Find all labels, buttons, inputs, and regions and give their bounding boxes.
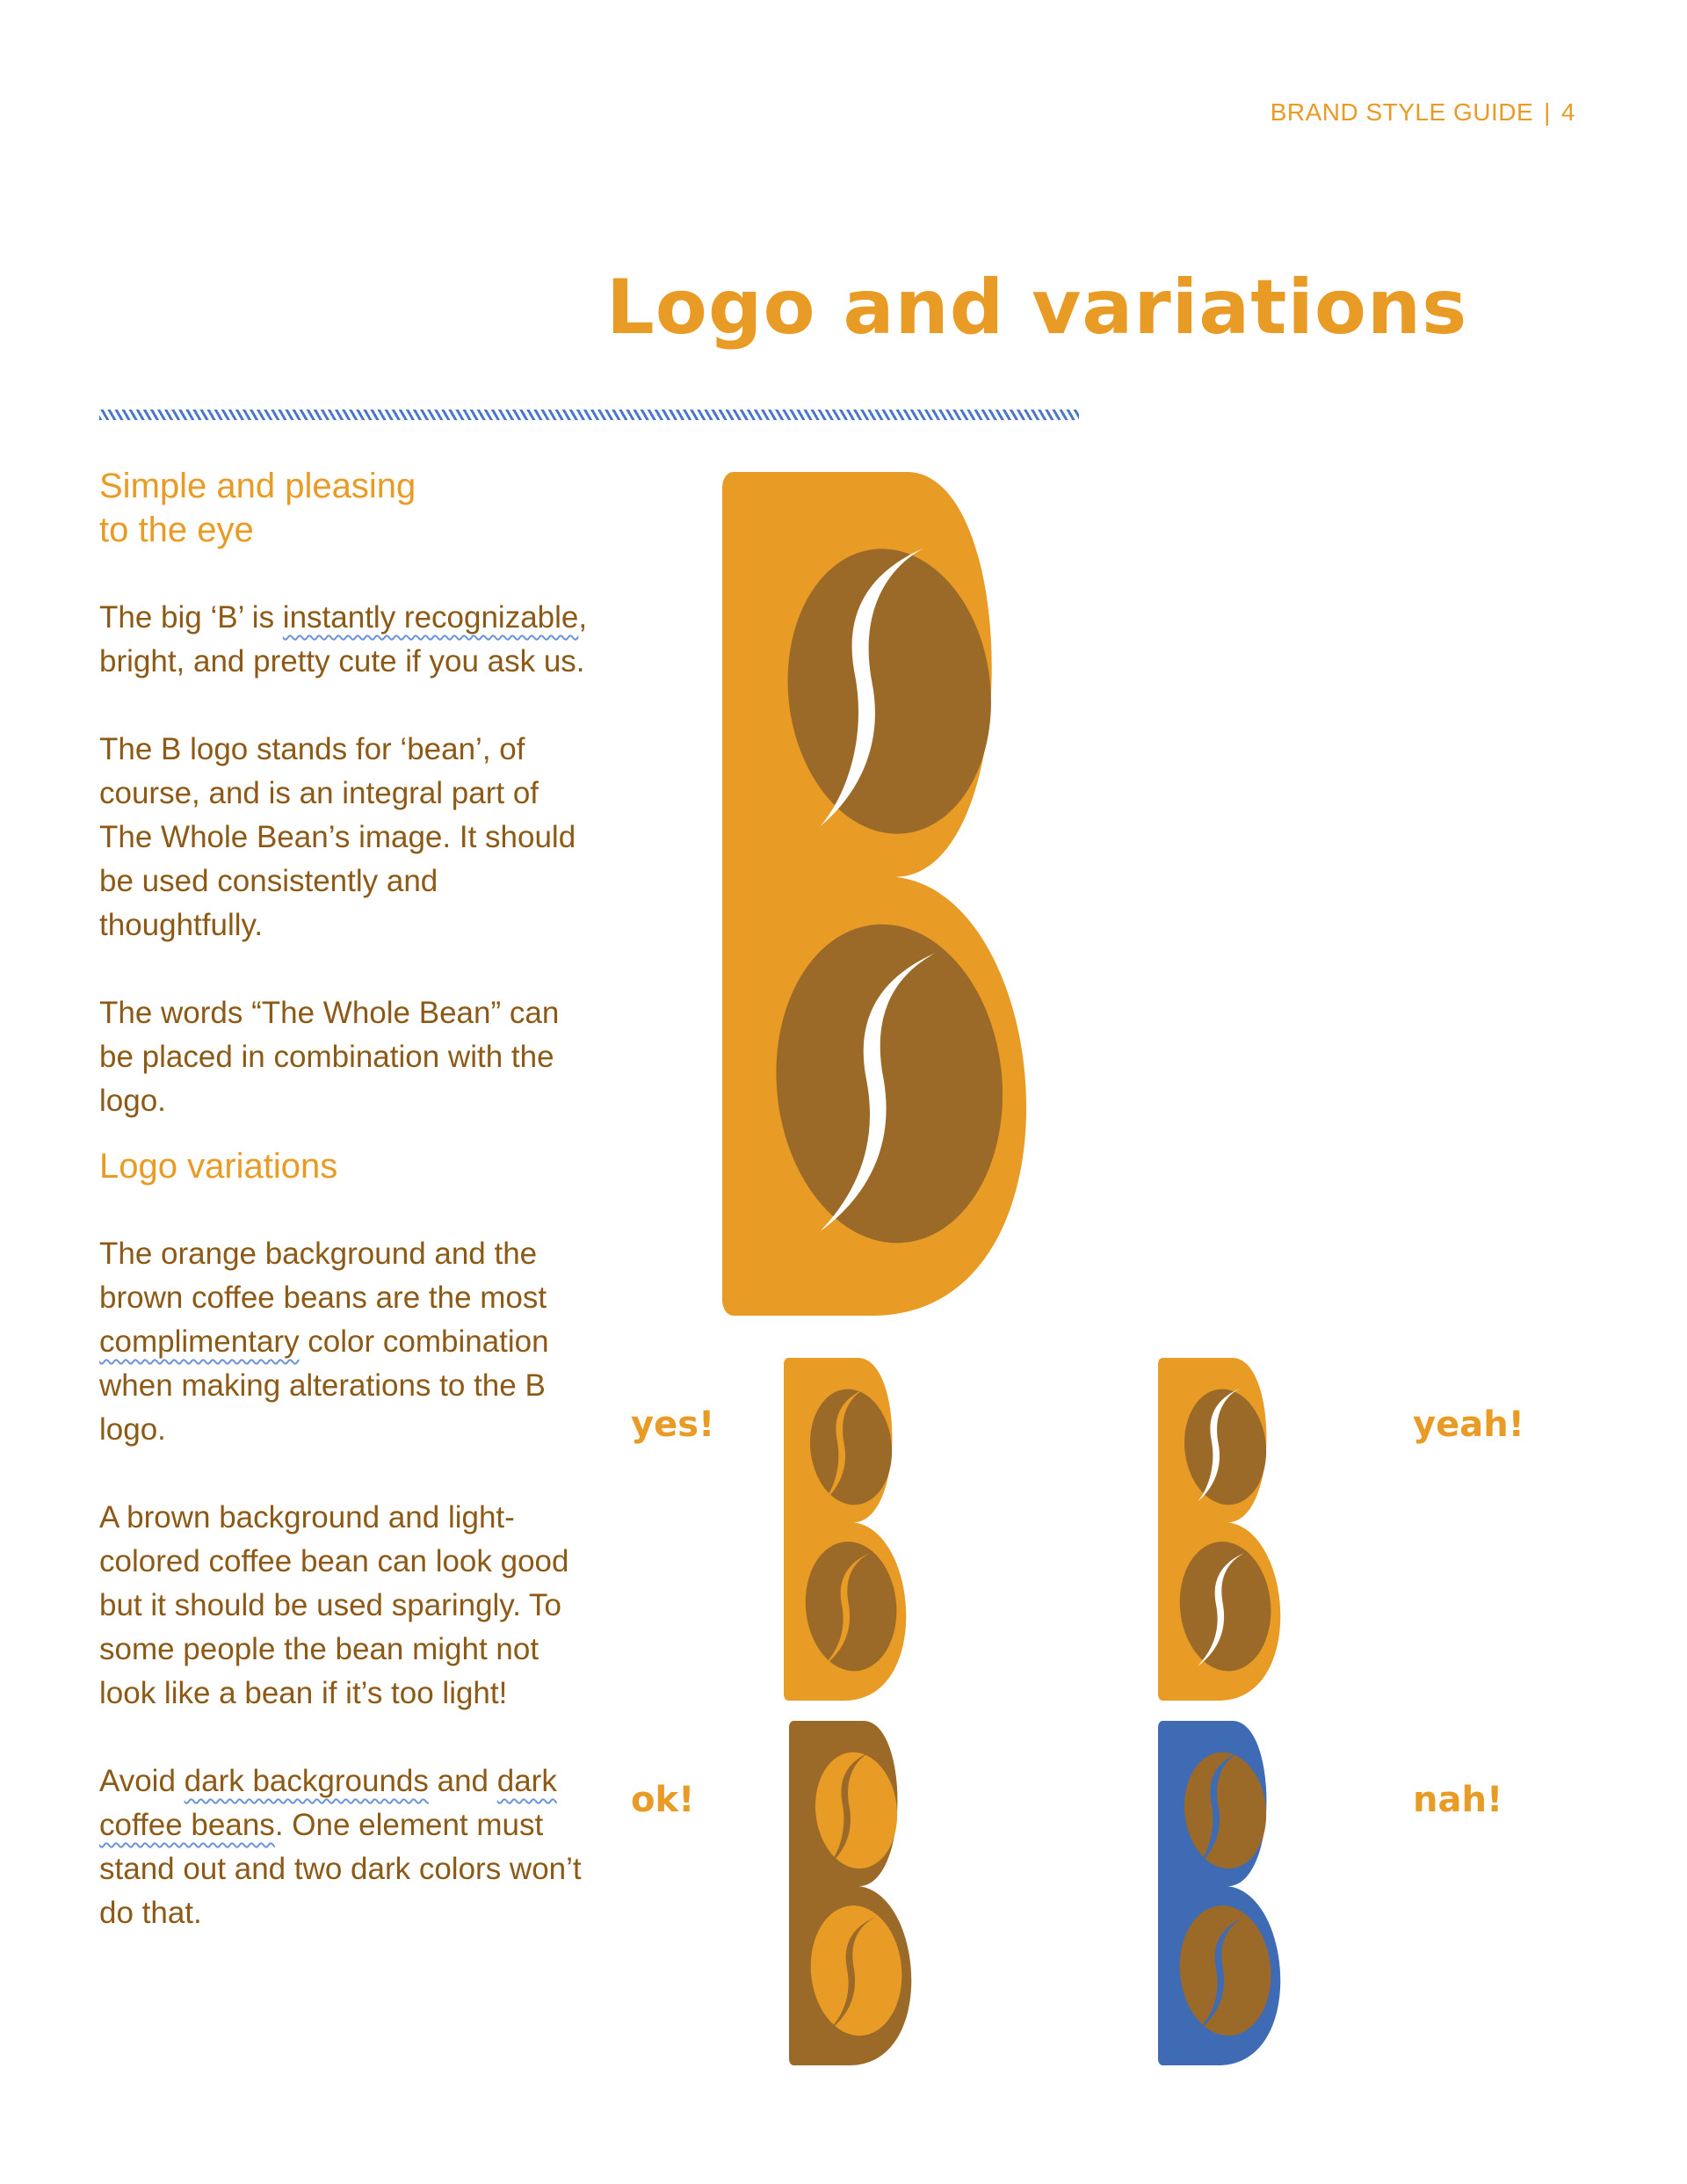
intro-heading-line2: to the eye: [99, 511, 254, 549]
variation-label-yeah: yeah!: [1413, 1404, 1524, 1445]
paragraph-orange: [99, 1232, 591, 1452]
spellcheck-dark-backgrounds[interactable]: dark backgrounds: [184, 1764, 429, 1798]
p1-text: The big ‘B’ is: [99, 600, 283, 635]
paragraph-big-b: [99, 596, 591, 684]
b-coffee-bean-logo: [722, 472, 1299, 1316]
spellcheck-dark-coffee-beans[interactable]: dark coffee beans: [99, 1764, 557, 1842]
page-header: [1271, 98, 1575, 127]
variations-heading: Logo variations: [99, 1147, 338, 1186]
spellcheck-complimentary[interactable]: complimentary: [99, 1324, 300, 1359]
p6-text: Avoid: [99, 1764, 185, 1798]
variation-logo-yes: [784, 1358, 1016, 1701]
page-title: Logo and variations: [606, 264, 1468, 352]
p1-text-after: , bright, and pretty cute if you ask us.: [99, 600, 588, 678]
variation-logo-yeah: [1158, 1358, 1390, 1701]
spellcheck-instantly-recognizable[interactable]: instantly recognizable: [282, 600, 579, 635]
text-column: [99, 464, 591, 1935]
variation-label-yes: yes!: [631, 1404, 715, 1445]
variation-label-ok: ok!: [631, 1780, 695, 1820]
p6-text-after: . One element must stand out and two dark colors won’t do that.: [99, 1808, 582, 1930]
intro-heading: [99, 464, 591, 552]
header-brand: BRAND STYLE GUIDE: [1270, 98, 1534, 126]
paragraph-brown: A brown background and light-colored coffee bean can look good but it should be used sparingly. To some people the bean might not look like a bean if it’s too light!: [99, 1500, 569, 1710]
header-separator: |: [1544, 98, 1551, 126]
hatched-divider: [99, 410, 1079, 420]
intro-heading-line1: Simple and pleasing: [99, 467, 416, 505]
paragraph-avoid: [99, 1760, 591, 1935]
p4-text-after: color combination when making alterations to the B logo.: [99, 1324, 549, 1447]
p6-text-mid: and: [428, 1764, 497, 1798]
paragraph-bean: The B logo stands for ‘bean’, of course, and is an integral part of The Whole Bean’s image. It should be used consistently and thoughtfully.: [99, 732, 576, 942]
variation-logo-nah: [1158, 1721, 1390, 2065]
page-number: 4: [1560, 98, 1575, 126]
p4-text: The orange background and the brown coffee beans are the most: [99, 1237, 547, 1315]
variation-logo-ok: [789, 1721, 1021, 2065]
variation-label-nah: nah!: [1413, 1780, 1503, 1820]
paragraph-whole-bean: The words “The Whole Bean” can be placed in combination with the logo.: [99, 996, 560, 1118]
